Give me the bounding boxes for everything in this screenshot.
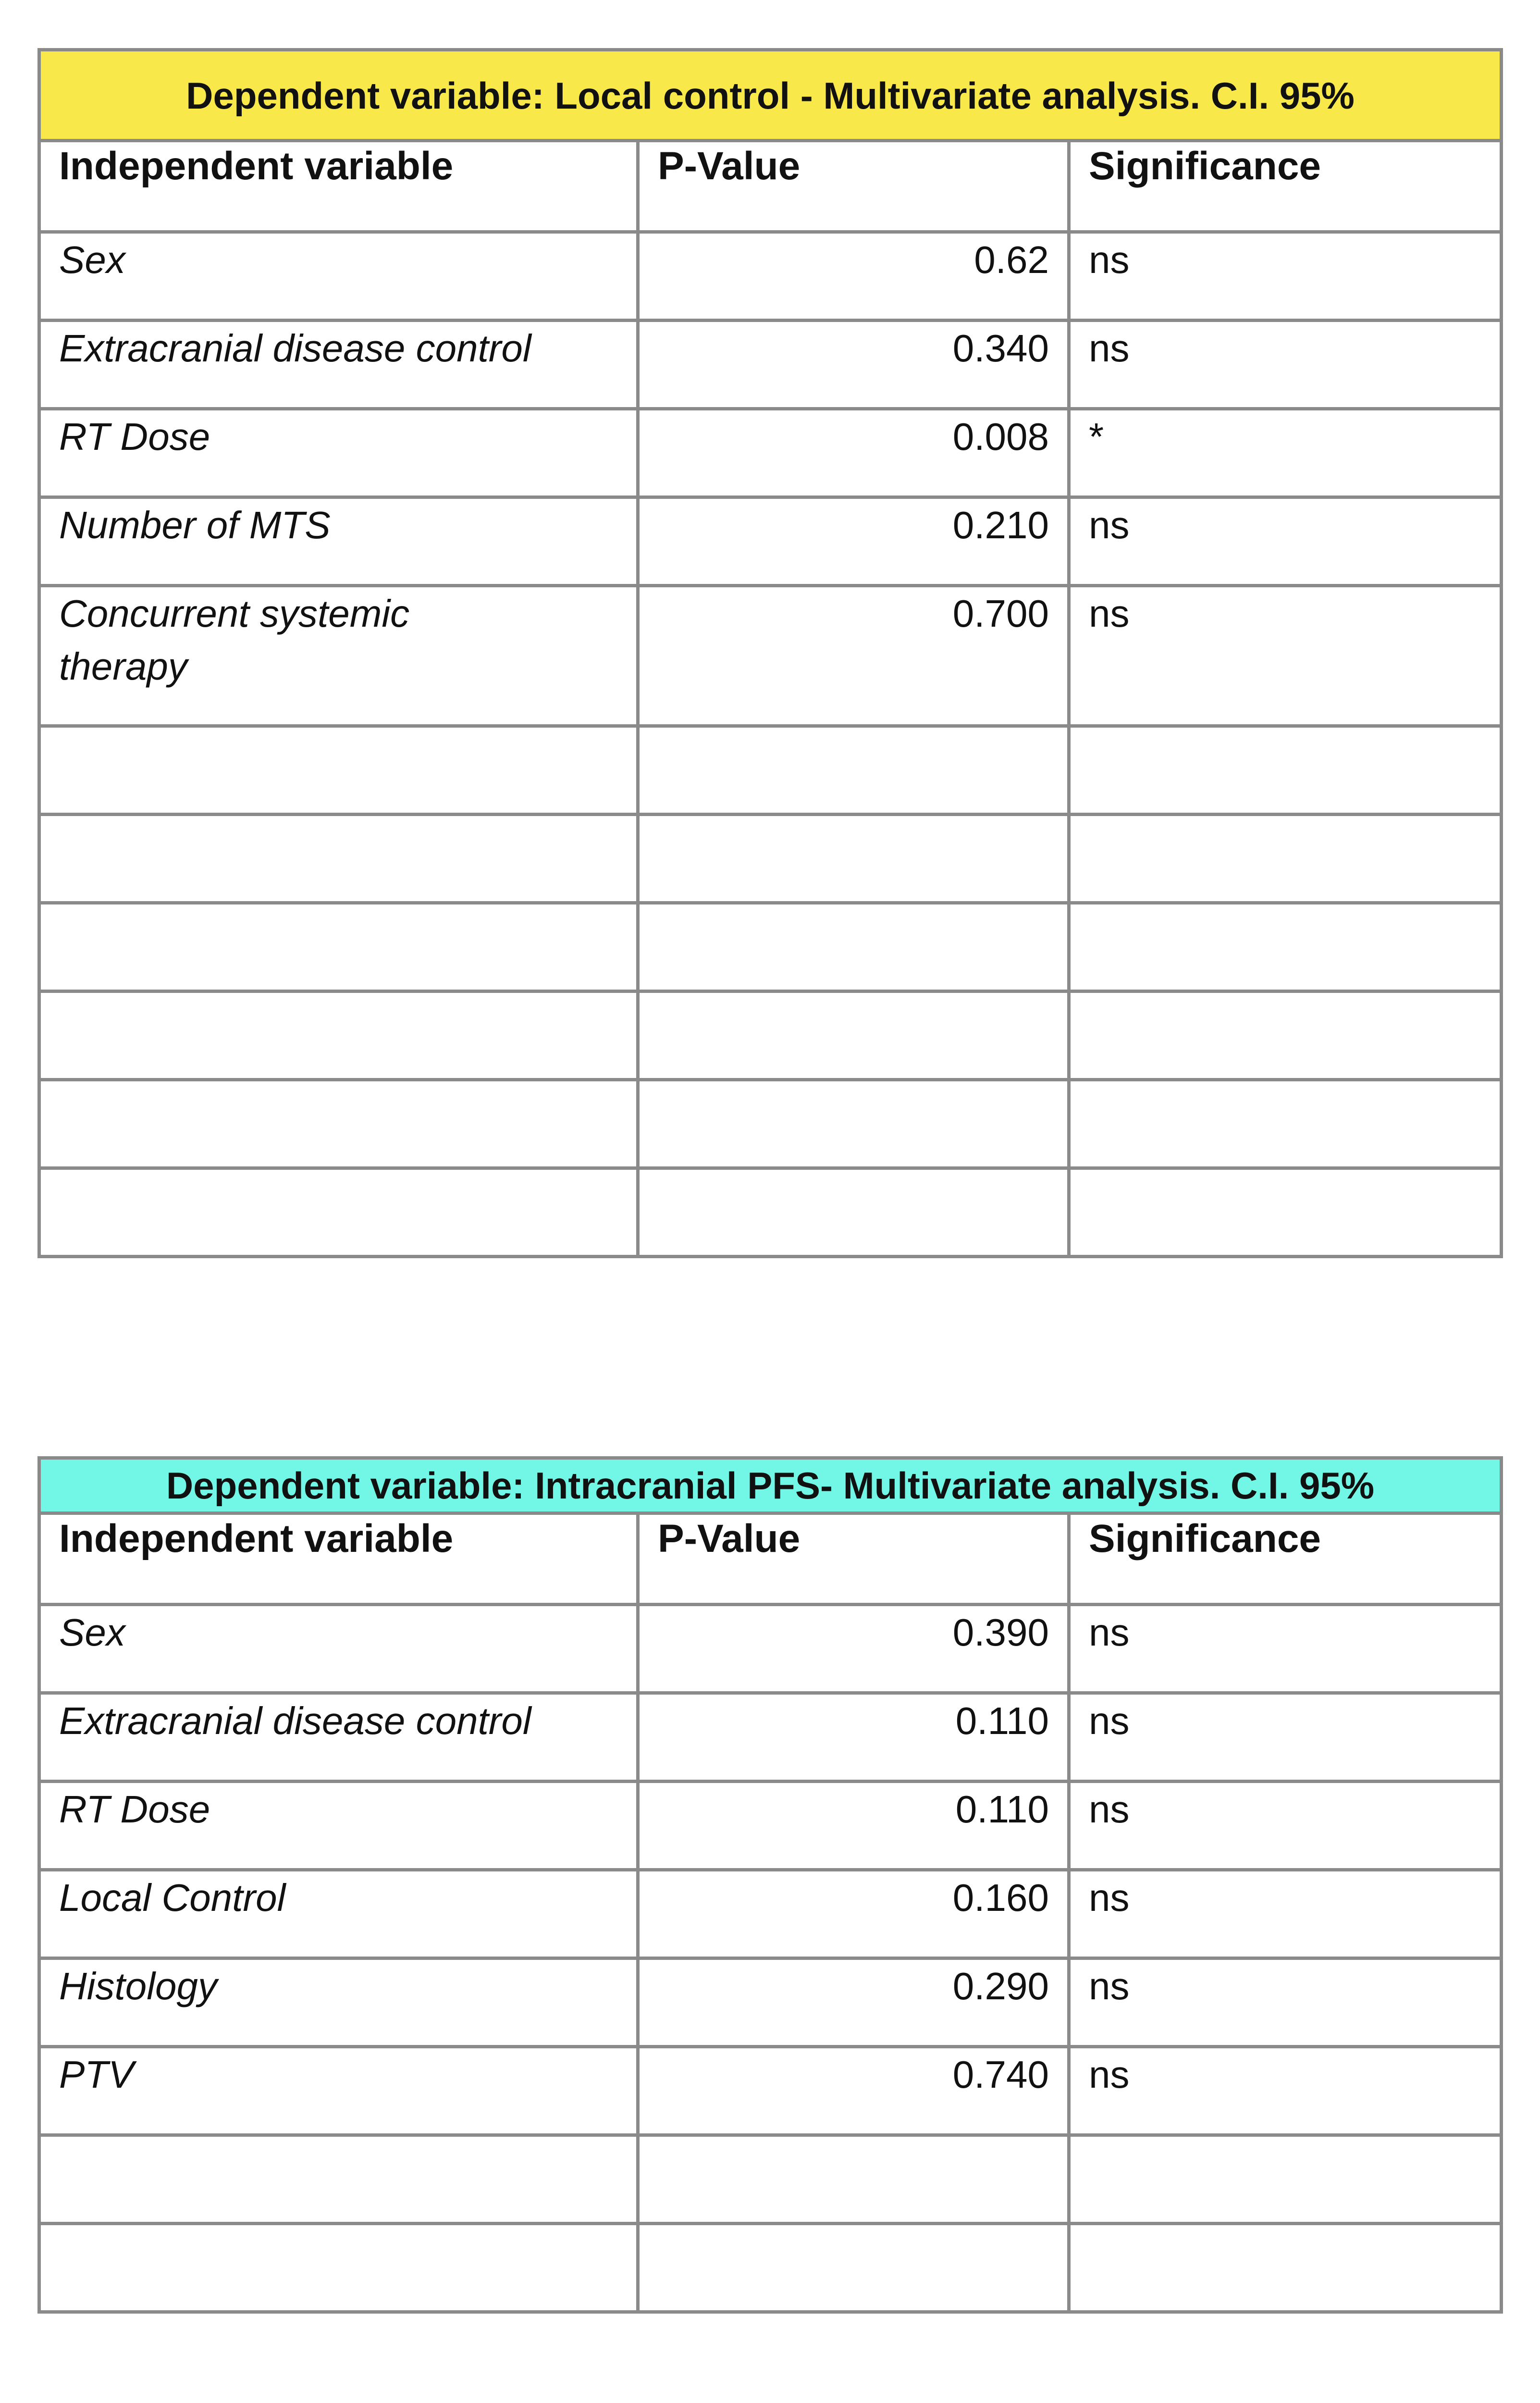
empty-row [39,815,1502,903]
variable-cell: Extracranial disease control [39,321,638,409]
significance-cell: * [1069,409,1502,497]
variable-cell: Number of MTS [39,497,638,586]
empty-cell [1069,726,1502,815]
empty-cell [39,726,638,815]
table-row [39,321,1502,409]
pvalue-cell: 0.340 [638,321,1069,409]
variable-cell: Sex [39,232,638,321]
significance-cell: ns [1069,321,1502,409]
empty-row [39,991,1502,1080]
pvalue-cell: 0.008 [638,409,1069,497]
local-control-table [37,48,1503,1258]
caption-row [39,50,1502,141]
variable-cell: PTV [39,2047,638,2135]
empty-cell [638,2224,1069,2312]
empty-cell [1069,1168,1502,1257]
table-row [39,1782,1502,1870]
pvalue-cell: 0.210 [638,497,1069,586]
column-header-significance: Significance [1069,1513,1502,1605]
empty-cell [39,1080,638,1168]
variable-cell: Concurrent systemic therapy [39,586,638,726]
empty-row [39,2135,1502,2224]
pvalue-cell: 0.290 [638,1958,1069,2047]
empty-row [39,903,1502,991]
empty-cell [1069,2224,1502,2312]
empty-cell [39,1168,638,1257]
variable-cell: RT Dose [39,409,638,497]
significance-cell: ns [1069,1870,1502,1958]
pvalue-cell: 0.62 [638,232,1069,321]
table-caption: Dependent variable: Local control - Multivariate analysis. C.I. 95% [39,50,1502,141]
column-header-pvalue: P-Value [638,141,1069,232]
table-row [39,409,1502,497]
empty-cell [39,2135,638,2224]
pvalue-cell: 0.740 [638,2047,1069,2135]
pvalue-cell: 0.700 [638,586,1069,726]
significance-cell: ns [1069,2047,1502,2135]
empty-cell [1069,991,1502,1080]
table-row [39,2047,1502,2135]
variable-cell: Local Control [39,1870,638,1958]
empty-cell [638,991,1069,1080]
empty-row [39,1168,1502,1257]
variable-cell: RT Dose [39,1782,638,1870]
empty-cell [1069,815,1502,903]
table-row [39,1693,1502,1782]
significance-cell: ns [1069,1605,1502,1693]
empty-cell [638,1168,1069,1257]
significance-cell: ns [1069,1693,1502,1782]
table-row [39,1958,1502,2047]
header-row [39,141,1502,232]
intracranial-pfs-table [37,1456,1503,2314]
variable-cell: Sex [39,1605,638,1693]
empty-cell [39,991,638,1080]
column-header-significance: Significance [1069,141,1502,232]
empty-cell [638,726,1069,815]
column-header-variable: Independent variable [39,141,638,232]
empty-cell [39,2224,638,2312]
significance-cell: ns [1069,232,1502,321]
table-row [39,1870,1502,1958]
significance-cell: ns [1069,1958,1502,2047]
empty-cell [638,1080,1069,1168]
table-row [39,232,1502,321]
empty-cell [638,815,1069,903]
empty-row [39,1080,1502,1168]
empty-row [39,726,1502,815]
header-row [39,1513,1502,1605]
empty-cell [1069,1080,1502,1168]
column-header-variable: Independent variable [39,1513,638,1605]
table-row [39,1605,1502,1693]
column-header-pvalue: P-Value [638,1513,1069,1605]
table-caption: Dependent variable: Intracranial PFS- Multivariate analysis. C.I. 95% [39,1458,1502,1513]
significance-cell: ns [1069,497,1502,586]
variable-cell: Extracranial disease control [39,1693,638,1782]
empty-cell [638,903,1069,991]
pvalue-cell: 0.390 [638,1605,1069,1693]
table-row [39,586,1502,726]
pvalue-cell: 0.110 [638,1782,1069,1870]
table-row [39,497,1502,586]
empty-cell [39,903,638,991]
empty-cell [39,815,638,903]
empty-cell [1069,903,1502,991]
empty-row [39,2224,1502,2312]
pvalue-cell: 0.160 [638,1870,1069,1958]
significance-cell: ns [1069,1782,1502,1870]
pvalue-cell: 0.110 [638,1693,1069,1782]
significance-cell: ns [1069,586,1502,726]
caption-row [39,1458,1502,1513]
empty-cell [638,2135,1069,2224]
variable-cell: Histology [39,1958,638,2047]
empty-cell [1069,2135,1502,2224]
